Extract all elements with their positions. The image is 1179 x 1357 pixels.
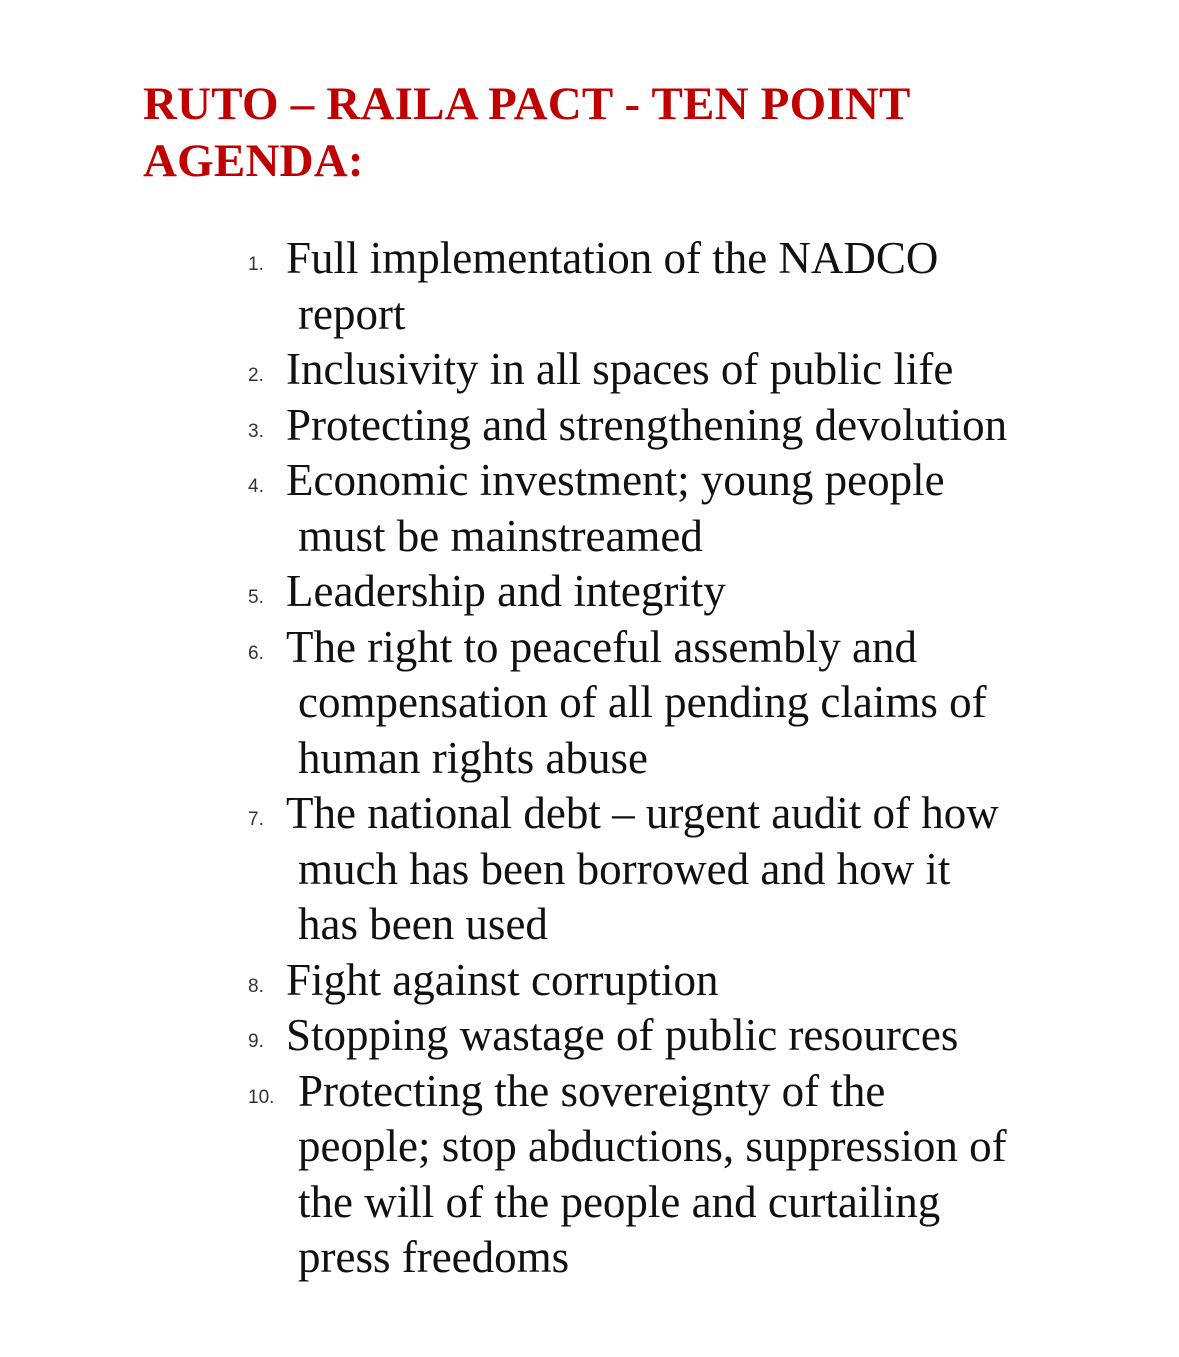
title-line-1: RUTO – RAILA PACT - TEN POINT [143, 78, 911, 130]
item-line: people; stop abductions, suppression of [298, 1121, 1007, 1171]
item-number: 6. [248, 642, 264, 664]
item-number: 8. [248, 975, 264, 997]
item-number: 3. [248, 420, 264, 442]
agenda-item-9 [248, 1008, 1148, 1064]
item-line: Inclusivity in all spaces of public life [286, 344, 954, 394]
agenda-item-2 [248, 342, 1148, 398]
item-line: much has been borrowed and how it [298, 843, 951, 894]
item-line: Stopping wastage of public resources [286, 1010, 959, 1060]
agenda-item-10 [248, 1064, 1148, 1286]
item-number: 4. [248, 476, 264, 497]
item-line: the will of the people and curtailing [298, 1176, 941, 1227]
item-number: 10. [248, 1086, 275, 1108]
item-text [286, 453, 1148, 564]
agenda-item-7 [248, 786, 1148, 953]
item-line: The national debt – urgent audit of how [286, 788, 999, 838]
item-number: 9. [248, 1031, 264, 1052]
item-line: Protecting the sovereignty of the [298, 1065, 886, 1116]
item-text [286, 1008, 1148, 1064]
item-text [286, 620, 1148, 787]
item-line: The right to peaceful assembly and [286, 621, 918, 672]
agenda-item-5 [248, 564, 1148, 620]
document-title [143, 76, 1043, 190]
title-line-2: AGENDA: [143, 135, 364, 187]
item-line: Full implementation of the NADCO [286, 233, 939, 283]
item-text [286, 398, 1148, 454]
item-line: Protecting and strengthening devolution [286, 399, 1008, 450]
agenda-item-3 [248, 398, 1148, 454]
item-line: compensation of all pending claims of [298, 677, 987, 727]
item-number: 7. [248, 809, 264, 830]
item-line: must be mainstreamed [298, 510, 703, 561]
item-line: report [298, 288, 406, 339]
item-text [286, 342, 1148, 398]
item-text [286, 953, 1148, 1009]
agenda-item-4 [248, 453, 1148, 564]
item-line: has been used [298, 899, 548, 949]
item-line: human rights abuse [298, 732, 648, 783]
item-line: Fight against corruption [286, 954, 719, 1005]
agenda-item-1 [248, 231, 1148, 342]
item-number: 2. [248, 365, 264, 386]
item-number: 1. [248, 254, 264, 275]
agenda-list [248, 231, 1148, 1286]
agenda-item-8 [248, 953, 1148, 1009]
item-number: 5. [248, 587, 264, 608]
agenda-item-6 [248, 620, 1148, 787]
item-text [286, 564, 1148, 620]
item-text [286, 1064, 1148, 1286]
item-line: Leadership and integrity [286, 566, 726, 616]
item-line: press freedoms [298, 1232, 570, 1282]
item-text [286, 786, 1148, 953]
item-text [286, 231, 1148, 342]
item-line: Economic investment; young people [286, 455, 945, 505]
